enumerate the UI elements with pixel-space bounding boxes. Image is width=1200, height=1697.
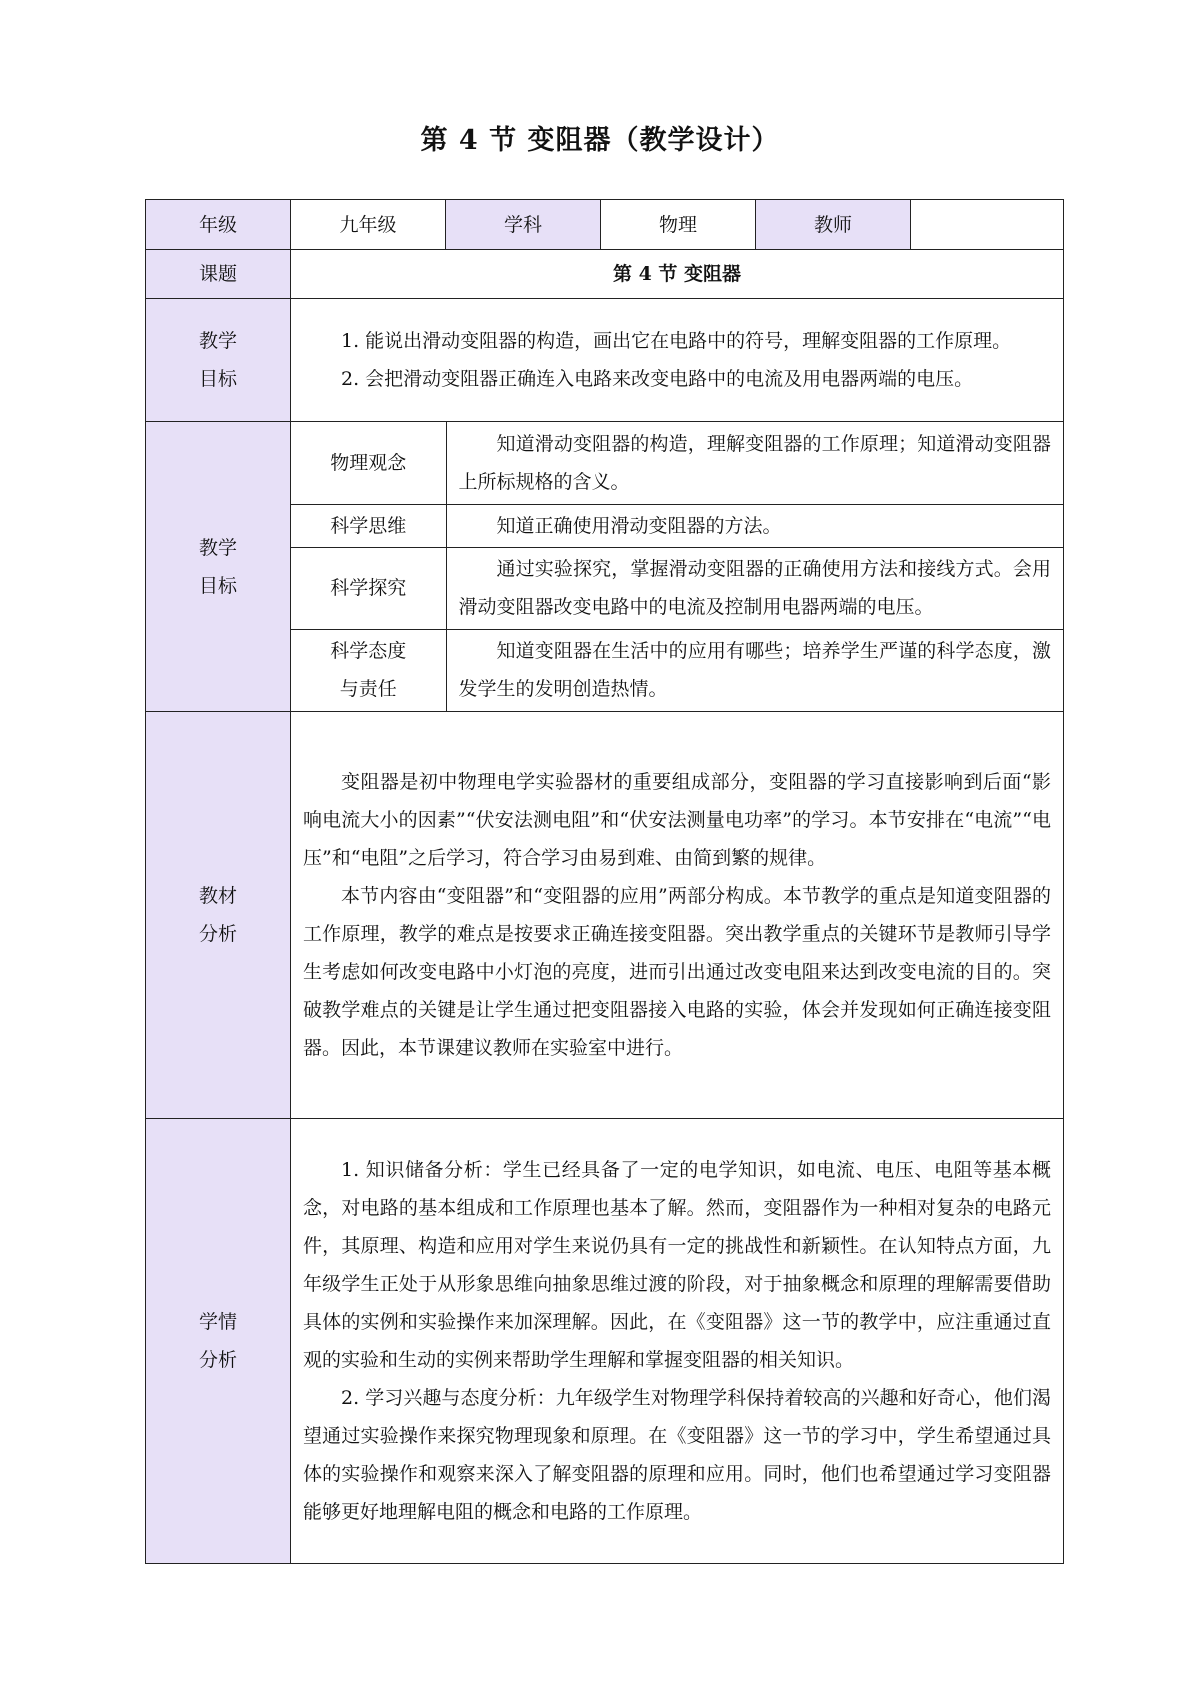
topic-label: 课题 (146, 250, 291, 299)
literacy-subrow (291, 547, 1063, 629)
literacy-label: 教学 目标 (146, 422, 291, 712)
students-content (291, 1119, 1064, 1564)
objectives-row (146, 299, 1064, 422)
lesson-plan-table (145, 199, 1064, 1564)
objective-item: 1. 能说出滑动变阻器的构造，画出它在电路中的符号，理解变阻器的工作原理。 (341, 330, 1012, 352)
document-title: 第 4 节 变阻器（教学设计） (420, 125, 780, 156)
topic-row (146, 250, 1064, 299)
grade-label: 年级 (146, 200, 291, 250)
literacy-item-label: 物理观念 (291, 422, 446, 504)
literacy-item-label: 科学思维 (291, 504, 446, 547)
literacy-item-text: 知道滑动变阻器的构造，理解变阻器的工作原理；知道滑动变阻器上所标规格的含义。 (446, 422, 1063, 504)
teacher-value (911, 200, 1064, 250)
literacy-item-text: 知道正确使用滑动变阻器的方法。 (446, 504, 1063, 547)
literacy-item-text: 知道变阻器在生活中的应用有哪些；培养学生严谨的科学态度，激发学生的发明创造热情。 (458, 640, 1051, 701)
textbook-paragraph: 变阻器是初中物理电学实验器材的重要组成部分，变阻器的学习直接影响到后面“影响电流大小的因素”“伏安法测电阻”和“伏安法测量电功率”的学习。本节安排在“电流”“电压”和“电阻”之后学习，符合学习由易到难、由简到繁的规律。 (303, 771, 1051, 869)
literacy-item-label: 科学探究 (291, 547, 446, 629)
objective-item: 2. 会把滑动变阻器正确连入电路来改变电路中的电流及用电器两端的电压。 (341, 368, 974, 390)
textbook-label: 教材 分析 (146, 712, 291, 1119)
header-row (146, 200, 1064, 250)
teacher-label: 教师 (756, 200, 911, 250)
literacy-row (146, 422, 1064, 712)
literacy-item-text: 通过实验探究，掌握滑动变阻器的正确使用方法和接线方式。会用滑动变阻器改变电路中的电流及控制用电器两端的电压。 (446, 547, 1063, 629)
subject-value: 物理 (601, 200, 756, 250)
literacy-subrow (291, 629, 1063, 711)
topic-value: 第 4 节 变阻器 (291, 250, 1064, 299)
subject-label: 学科 (446, 200, 601, 250)
textbook-paragraph: 本节内容由“变阻器”和“变阻器的应用”两部分构成。本节教学的重点是知道变阻器的工作原理，教学的难点是按要求正确连接变阻器。突出教学重点的关键环节是教师引导学生考虑如何改变电路中小灯泡的亮度，进而引出通过改变电阻来达到改变电流的目的。突破教学难点的关键是让学生通过把变阻器接入电路的实验，体会并发现如何正确连接变阻器。因此，本节课建议教师在实验室中进行。 (303, 885, 1051, 1059)
literacy-item-label: 科学态度 与责任 (291, 629, 446, 711)
grade-value: 九年级 (291, 200, 446, 250)
textbook-row (146, 712, 1064, 1119)
objectives-content (291, 299, 1064, 422)
students-paragraph: 1. 知识储备分析：学生已经具备了一定的电学知识，如电流、电压、电阻等基本概念，对电路的基本组成和工作原理也基本了解。然而，变阻器作为一种相对复杂的电路元件，其原理、构造和应用对学生来说仍具有一定的挑战性和新颖性。在认知特点方面，九年级学生正处于从形象思维向抽象思维过渡的阶段，对于抽象概念和原理的理解需要借助具体的实例和实验操作来加深理解。因此，在《变阻器》这一节的教学中，应注重通过直观的实验和生动的实例来帮助学生理解和掌握变阻器的相关知识。 (303, 1159, 1051, 1371)
literacy-subrow (291, 422, 1063, 504)
students-row (146, 1119, 1064, 1564)
students-paragraph: 2. 学习兴趣与态度分析：九年级学生对物理学科保持着较高的兴趣和好奇心，他们渴望通过实验操作来探究物理现象和原理。在《变阻器》这一节的学习中，学生希望通过具体的实验操作和观察来深入了解变阻器的原理和应用。同时，他们也希望通过学习变阻器能够更好地理解电阻的概念和电路的工作原理。 (303, 1387, 1051, 1523)
objectives-label: 教学 目标 (146, 299, 291, 422)
literacy-subrow (291, 504, 1063, 547)
students-label: 学情 分析 (146, 1119, 291, 1564)
textbook-content (291, 712, 1064, 1119)
literacy-subtable (291, 422, 1063, 711)
